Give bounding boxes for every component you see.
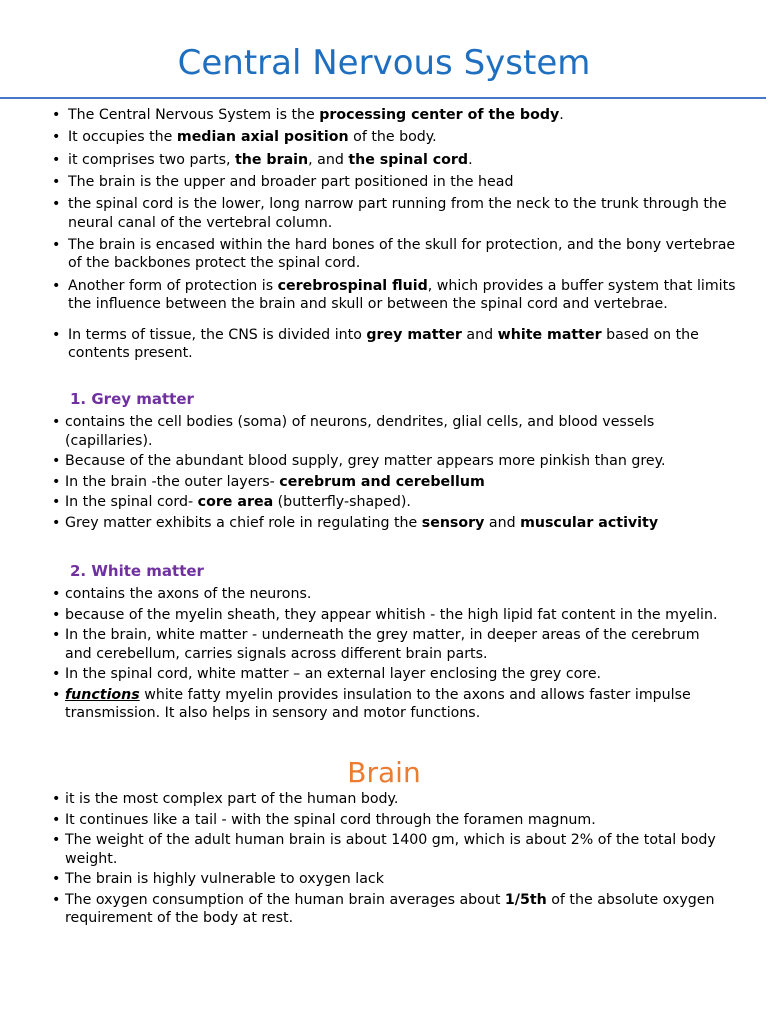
bullet-icon: • <box>52 196 61 213</box>
list-item: • In the spinal cord- core area (butterfly-shaped). <box>52 494 411 510</box>
brain-list <box>0 790 730 930</box>
list-item: • In the spinal cord, white matter – an external layer enclosing the grey core. <box>52 666 602 682</box>
brain-heading: Brain <box>347 756 421 789</box>
grey-matter-list <box>0 413 730 534</box>
bullet-icon: • <box>52 151 61 168</box>
bullet-icon: • <box>52 666 61 682</box>
bullet-icon: • <box>52 791 61 807</box>
bullet-icon: • <box>52 236 61 253</box>
bullet-icon: • <box>52 473 61 490</box>
bullet-icon: • <box>52 277 61 294</box>
bullet-icon: • <box>52 627 61 643</box>
list-item: • contains the axons of the neurons. <box>52 586 312 602</box>
list-item: • Grey matter exhibits a chief role in regulating the sensory and muscular activity <box>52 514 659 531</box>
bullet-icon: • <box>52 811 61 828</box>
list-item: • because of the myelin sheath, they appear whitish - the high lipid fat content in the myelin. <box>52 606 718 623</box>
list-item: • contains the cell bodies (soma) of neurons, dendrites, glial cells, and blood vessels (capillaries). <box>52 414 655 449</box>
list-item: • In the brain -the outer layers- cerebrum and cerebellum <box>52 473 485 490</box>
bullet-icon: • <box>52 871 61 887</box>
list-item: • It continues like a tail - with the spinal cord through the foramen magnum. <box>52 811 596 828</box>
bullet-icon: • <box>52 129 61 146</box>
functions-term: functions <box>65 686 140 703</box>
title-divider <box>0 97 766 99</box>
bullet-icon: • <box>52 686 61 703</box>
bullet-icon: • <box>52 606 61 623</box>
page-title: Central Nervous System <box>177 43 591 83</box>
bullet-icon: • <box>52 586 61 602</box>
list-item: • The brain is highly vulnerable to oxygen lack <box>52 871 384 887</box>
bullet-icon: • <box>52 414 61 430</box>
list-item: • it is the most complex part of the human body. <box>52 791 399 807</box>
list-item: • The oxygen consumption of the human brain averages about 1/5th of the absolute oxygen requirement of the body at rest. <box>52 891 715 926</box>
list-item: • functions white fatty myelin provides insulation to the axons and allows faster impulse transmission. It also helps in sensory and motor functions. <box>52 686 691 721</box>
white-matter-list <box>0 585 730 725</box>
list-item: • The weight of the adult human brain is about 1400 gm, which is about 2% of the total body weight. <box>52 832 716 867</box>
list-item: • Because of the abundant blood supply, grey matter appears more pinkish than grey. <box>52 453 666 469</box>
list-item: • the spinal cord is the lower, long narrow part running from the neck to the trunk through the neural canal of the vertebral column. <box>52 196 727 231</box>
bullet-icon: • <box>52 494 61 510</box>
list-item: • The brain is encased within the hard bones of the skull for protection, and the bony vertebrae of the backbones protect the spinal cord. <box>52 236 736 272</box>
list-item: • The brain is the upper and broader part positioned in the head <box>52 173 514 190</box>
list-item: • It occupies the median axial position of the body. <box>52 129 437 146</box>
list-item: • In terms of tissue, the CNS is divided into grey matter and white matter based on the contents present. <box>52 326 699 362</box>
white-matter-heading: 2. White matter <box>70 562 204 580</box>
bullet-icon: • <box>52 453 61 469</box>
intro-list <box>0 106 740 367</box>
bullet-icon: • <box>52 832 61 848</box>
list-item: • it comprises two parts, the brain, and the spinal cord. <box>52 151 473 168</box>
list-item: • Another form of protection is cerebrospinal fluid, which provides a buffer system that limits the influence between the brain and skull or between the spinal cord and vertebrae. <box>52 277 736 313</box>
grey-matter-heading: 1. Grey matter <box>70 390 194 408</box>
bullet-icon: • <box>52 326 61 343</box>
list-item: • The Central Nervous System is the processing center of the body. <box>52 107 564 123</box>
list-item: • In the brain, white matter - underneath the grey matter, in deeper areas of the cerebrum and cerebellum, carries signals across different brain parts. <box>52 627 700 662</box>
bullet-icon: • <box>52 514 61 531</box>
bullet-icon: • <box>52 173 61 190</box>
bullet-icon: • <box>52 891 61 908</box>
bullet-icon: • <box>52 107 61 123</box>
